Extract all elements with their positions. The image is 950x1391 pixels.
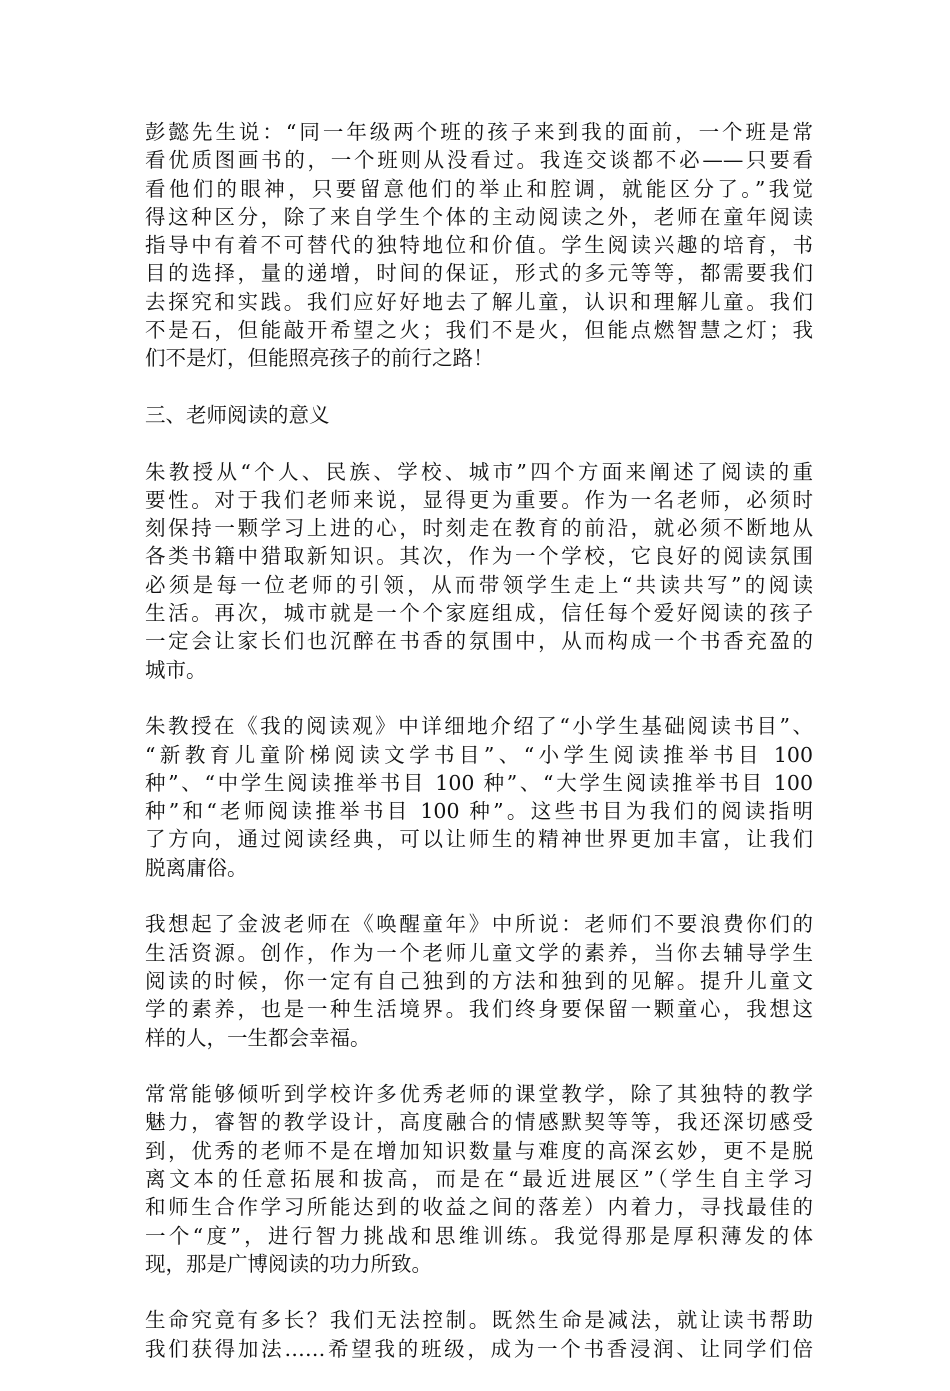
text-line: 一定会让家长们也沉醉在书香的氛围中，从而构成一个书香充盈的 [145,629,813,654]
text-line: 一个“度”，进行智力挑战和思维训练。我觉得那是厚积薄发的体 [145,1223,813,1248]
text-line: 我想起了金波老师在《唤醒童年》中所说：老师们不要浪费你们的 [145,912,813,937]
text-line: 去探究和实践。我们应好好地去了解儿童，认识和理解儿童。我们 [145,289,813,314]
text-line: 种”、“中学生阅读推举书目 100 种”、“大学生阅读推举书目 100 [145,770,813,795]
text-line: 和师生合作学习所能达到的收益之间的落差）内着力，寻找最佳的 [145,1195,813,1220]
text-line: 我们获得加法……希望我的班级，成为一个书香浸润、让同学们倍 [145,1336,813,1361]
text-line: 们不是灯，但能照亮孩子的前行之路！ [145,346,494,371]
text-line: 生活。再次，城市就是一个个家庭组成，信任每个爱好阅读的孩子 [145,601,813,626]
text-line: 要性。对于我们老师来说，显得更为重要。作为一名老师，必须时 [145,487,813,512]
text-line: 指导中有着不可替代的独特地位和价值。学生阅读兴趣的培育，书 [145,233,813,258]
text-line: 目的选择，量的递增，时间的保证，形式的多元等等，都需要我们 [145,261,813,286]
paragraph-reading-lists [145,712,813,882]
section-heading: 三、老师阅读的意义 [145,402,330,427]
text-line: 不是石，但能敲开希望之火；我们不是火，但能点燃智慧之灯；我 [145,318,813,343]
text-line: 样的人，一生都会幸福。 [145,1025,371,1050]
text-line: 离文本的任意拓展和拔高，而是在“最近进展区”（学生自主学习 [145,1166,813,1191]
text-line: 魅力，睿智的教学设计，高度融合的情感默契等等，我还深切感受 [145,1110,813,1135]
text-line: 城市。 [145,657,207,682]
paragraph-classroom-teaching [145,1080,813,1278]
text-line: 刻保持一颗学习上进的心，时刻走在教育的前沿，就必须不断地从 [145,516,813,541]
paragraph-jin-bo [145,910,813,1051]
text-line: 看他们的眼神，只要留意他们的举止和腔调，就能区分了。”我觉 [145,176,813,201]
text-line: 朱教授从“个人、民族、学校、城市”四个方面来阐述了阅读的重 [145,459,813,484]
text-line: 常常能够倾听到学校许多优秀老师的课堂教学，除了其独特的教学 [145,1082,813,1107]
paragraph-peng-yi-quote [145,118,813,373]
text-line: 现，那是广博阅读的功力所致。 [145,1251,432,1276]
text-line: 生命究竟有多长？我们无法控制。既然生命是减法，就让读书帮助 [145,1308,813,1333]
text-line: 看优质图画书的，一个班则从没看过。我连交谈都不必——只要看 [145,148,813,173]
text-line: 种”和“老师阅读推举书目 100 种”。这些书目为我们的阅读指明 [145,799,813,824]
text-line: 彭懿先生说：“同一年级两个班的孩子来到我的面前，一个班是常 [145,120,813,144]
text-line: “新教育儿童阶梯阅读文学书目”、“小学生阅读推举书目 100 [145,742,813,767]
document-page [145,118,813,1391]
text-line: 得这种区分，除了来自学生个体的主动阅读之外，老师在童年阅读 [145,204,813,229]
text-line: 阅读的时候，你一定有自己独到的方法和独到的见解。提升儿童文 [145,968,813,993]
text-line: 学的素养，也是一种生活境界。我们终身要保留一颗童心，我想这 [145,997,813,1022]
text-line: 生活资源。创作，作为一个老师儿童文学的素养，当你去辅导学生 [145,940,813,965]
text-line: 脱离庸俗。 [145,855,248,880]
paragraph-life-length [145,1306,813,1363]
text-line: 到，优秀的老师不是在增加知识数量与难度的高深玄妙，更不是脱 [145,1138,813,1163]
text-line: 必须是每一位老师的引领，从而带领学生走上“共读共写”的阅读 [145,572,813,597]
text-line: 了方向，通过阅读经典，可以让师生的精神世界更加丰富，让我们 [145,827,813,852]
text-line: 各类书籍中猎取新知识。其次，作为一个学校，它良好的阅读氛围 [145,544,813,569]
text-line: 朱教授在《我的阅读观》中详细地介绍了“小学生基础阅读书目”、 [145,714,813,739]
paragraph-professor-zhu-importance [145,458,813,684]
